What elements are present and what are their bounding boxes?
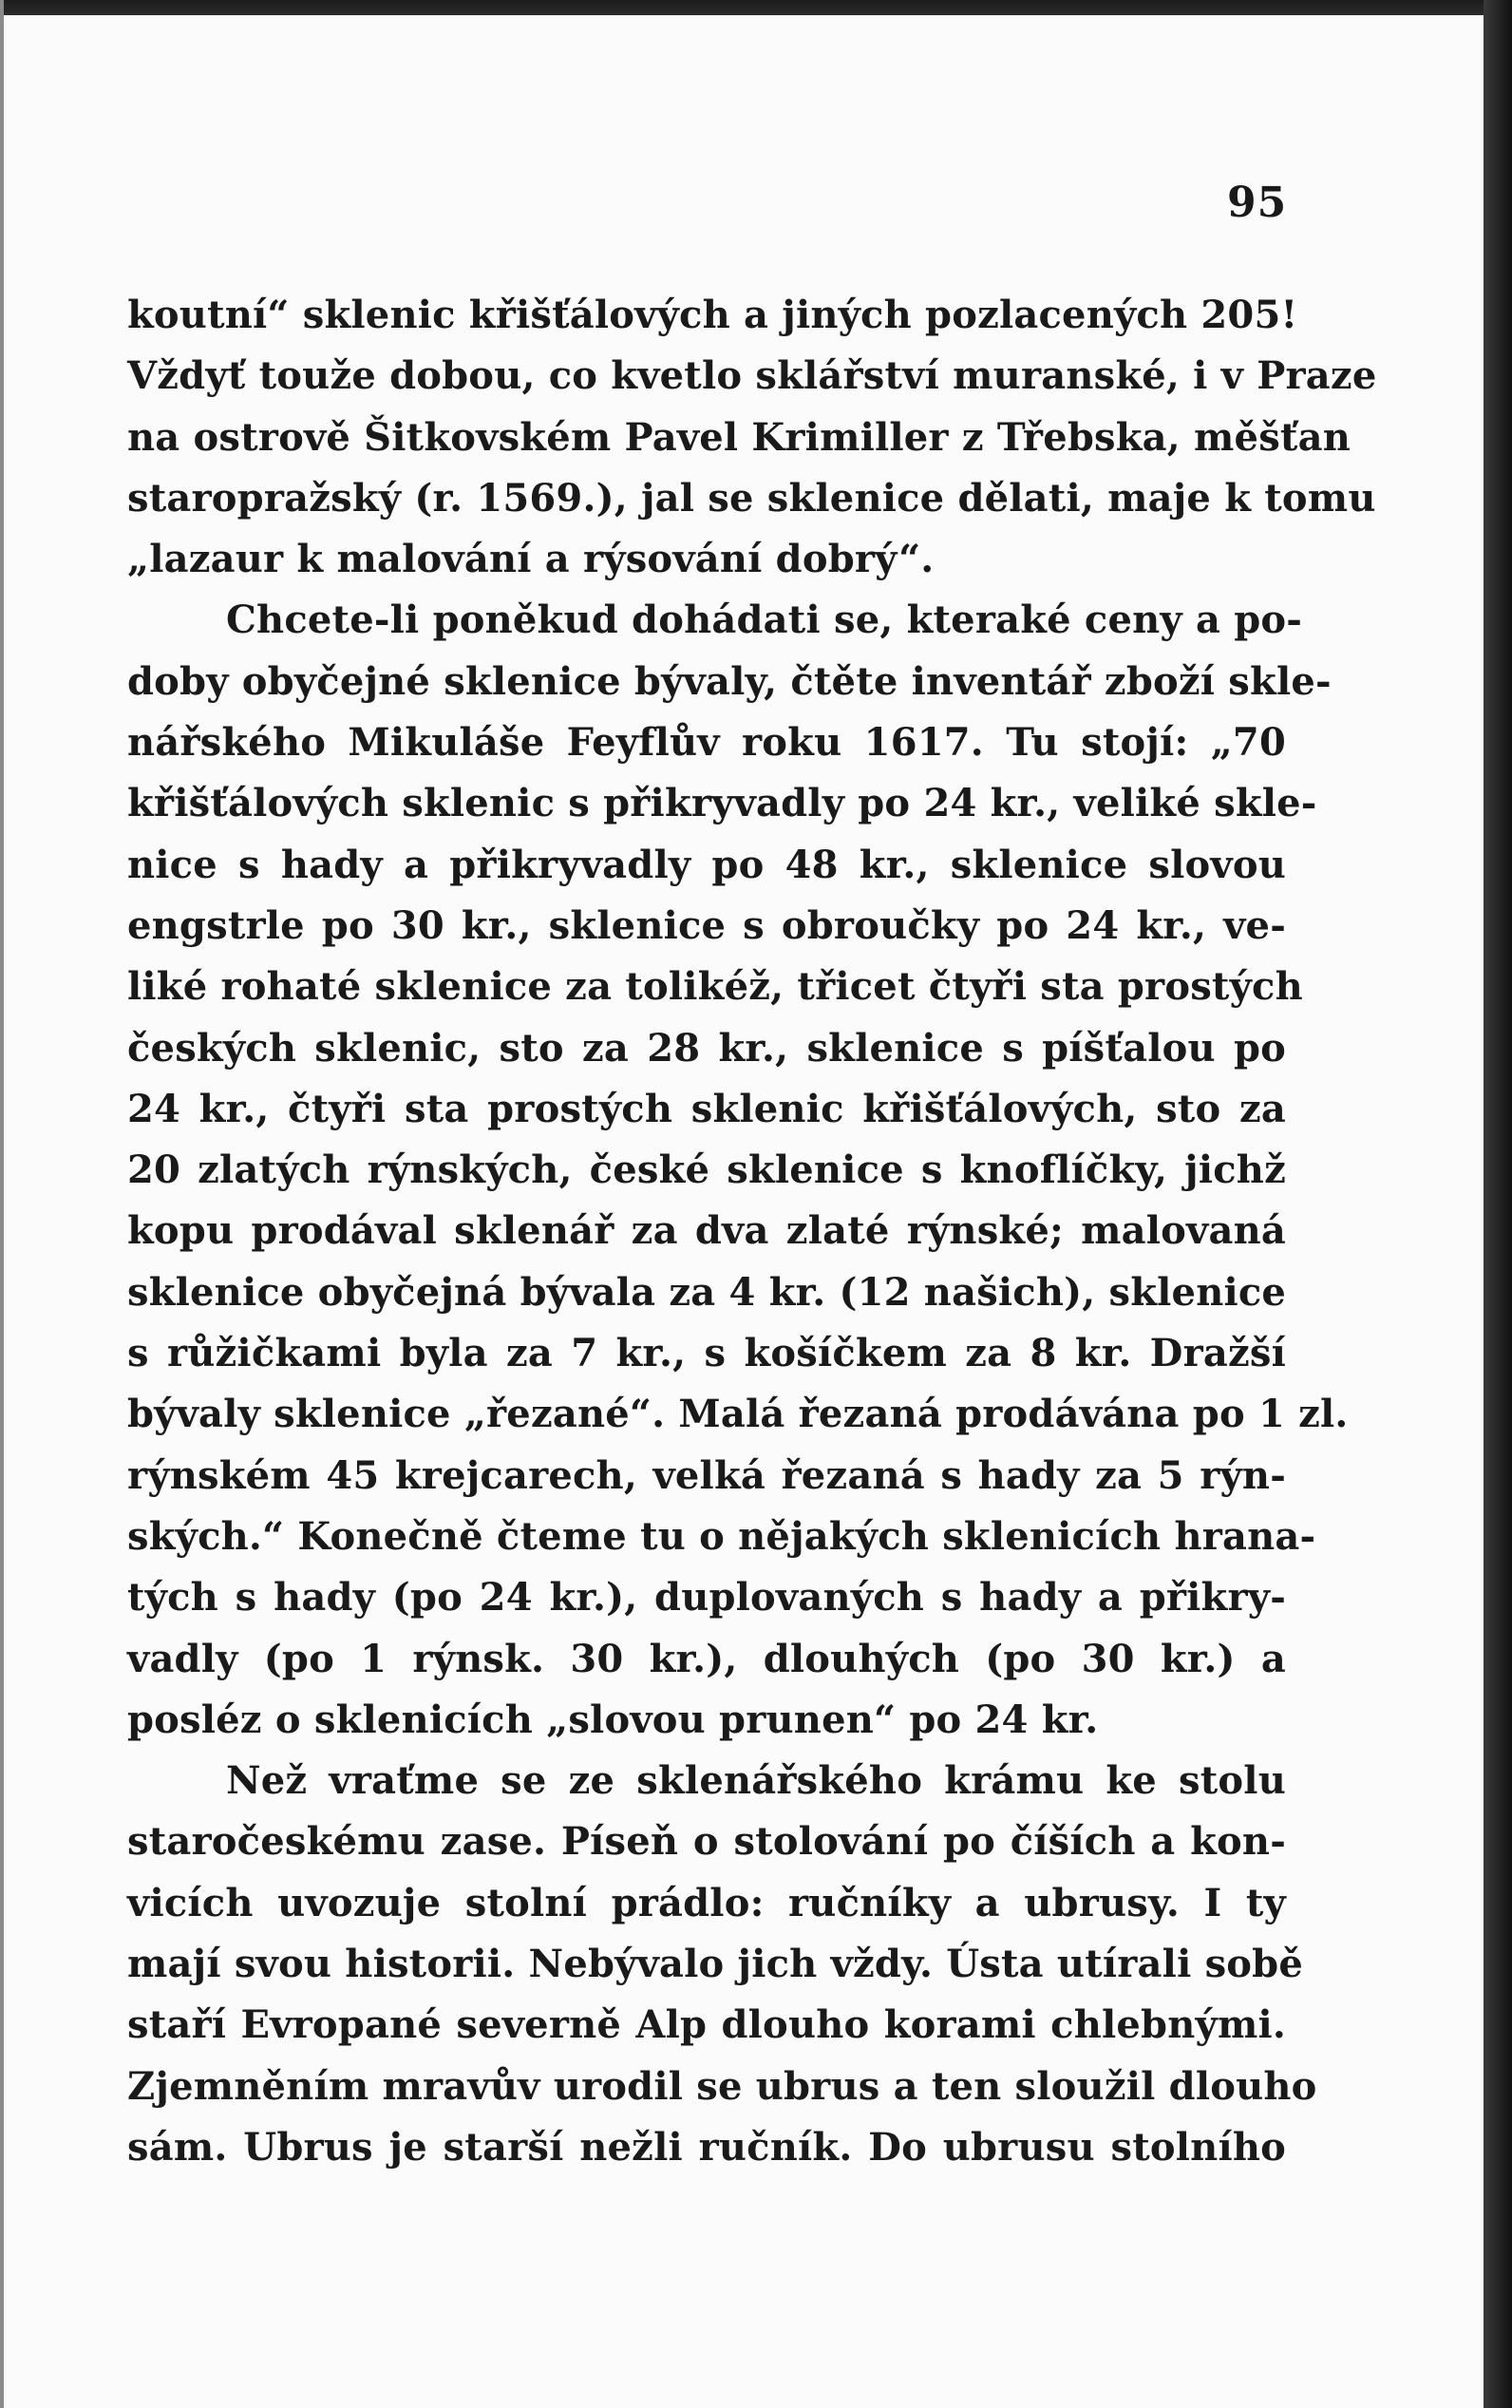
text-line: nice s hady a přikryvadly po 48 kr., sklenice slovou bbox=[127, 842, 1286, 887]
text-line: kopu prodával sklenář za dva zlaté rýnské; malovaná bbox=[127, 1208, 1286, 1254]
text-line: doby obyčejné sklenice bývaly, čtěte inventář zboží skle- bbox=[127, 658, 1332, 704]
text-line: 24 kr., čtyři sta prostých sklenic křišťálových, sto za bbox=[127, 1086, 1286, 1131]
text-line: sám. Ubrus je starší nežli ručník. Do ubrusu stolního bbox=[127, 2124, 1286, 2170]
text-line: křišťálových sklenic s přikryvadly po 24 kr., veliké skle- bbox=[127, 781, 1317, 826]
text-line: Vždyť touže dobou, co kvetlo sklářství muranské, i v Praze bbox=[127, 353, 1377, 399]
text-line: nářského Mikuláše Feyflův roku 1617. Tu stojí: „70 bbox=[127, 720, 1286, 766]
text-line: Zjemněním mravův urodil se ubrus a ten sloužil dlouho bbox=[127, 2063, 1317, 2109]
text-line: tých s hady (po 24 kr.), duplovaných s hady a přikry- bbox=[127, 1575, 1286, 1621]
text-line: 20 zlatých rýnských, české sklenice s knoflíčky, jichž bbox=[127, 1147, 1286, 1193]
text-line: sklenice obyčejná bývala za 4 kr. (12 našich), sklenice bbox=[127, 1269, 1287, 1315]
text-line: vadly (po 1 rýnsk. 30 kr.), dlouhých (po 30 kr.) a bbox=[127, 1636, 1286, 1681]
text-line: „lazaur k malování a rýsování dobrý“. bbox=[127, 537, 935, 582]
text-line: posléz o sklenicích „slovou prunen“ po 24 kr. bbox=[127, 1697, 1099, 1742]
text-line: staří Evropané severně Alp dlouho korami chlebnými. bbox=[127, 2002, 1286, 2048]
paragraph-start-line: Chcete-li poněkud dohádati se, kteraké ceny a po- bbox=[226, 597, 1303, 643]
text-line: vicích uvozuje stolní prádlo: ručníky a ubrusy. I ty bbox=[127, 1880, 1286, 1925]
text-line: rýnském 45 krejcarech, velká řezaná s hady za 5 rýn- bbox=[127, 1452, 1286, 1498]
text-line: českých sklenic, sto za 28 kr., sklenice s píšťalou po bbox=[127, 1025, 1286, 1071]
body-text bbox=[127, 285, 1377, 2178]
text-line: ských.“ Konečně čteme tu o nějakých sklenicích hrana- bbox=[127, 1513, 1316, 1559]
text-line: staropražský (r. 1569.), jal se sklenice dělati, maje k tomu bbox=[127, 475, 1376, 521]
scan-edge-right bbox=[1484, 0, 1512, 2408]
text-line: bývaly sklenice „řezané“. Malá řezaná prodávána po 1 zl. bbox=[127, 1392, 1349, 1437]
scan-edge-left bbox=[0, 0, 4, 2408]
paragraph-start-line: Než vraťme se ze sklenářského krámu ke stolu bbox=[226, 1758, 1286, 1804]
page-number: 95 bbox=[1227, 179, 1288, 227]
text-line: staročeskému zase. Píseň o stolování po číších a kon- bbox=[127, 1819, 1286, 1865]
text-line: liké rohaté sklenice za tolikéž, třicet čtyři sta prostých bbox=[127, 964, 1303, 1010]
text-line: s růžičkami byla za 7 kr., s košíčkem za 8 kr. Dražší bbox=[127, 1331, 1286, 1376]
text-line: mají svou historii. Nebývalo jich vždy. Ústa utírali sobě bbox=[127, 1942, 1304, 1987]
text-line: na ostrově Šitkovském Pavel Krimiller z Třebska, měšťan bbox=[127, 414, 1351, 460]
text-line: engstrle po 30 kr., sklenice s obroučky po 24 kr., ve- bbox=[127, 902, 1286, 948]
text-line: koutní“ sklenic křišťálových a jiných pozlacených 205! bbox=[127, 293, 1298, 337]
scan-edge-top bbox=[0, 0, 1512, 15]
